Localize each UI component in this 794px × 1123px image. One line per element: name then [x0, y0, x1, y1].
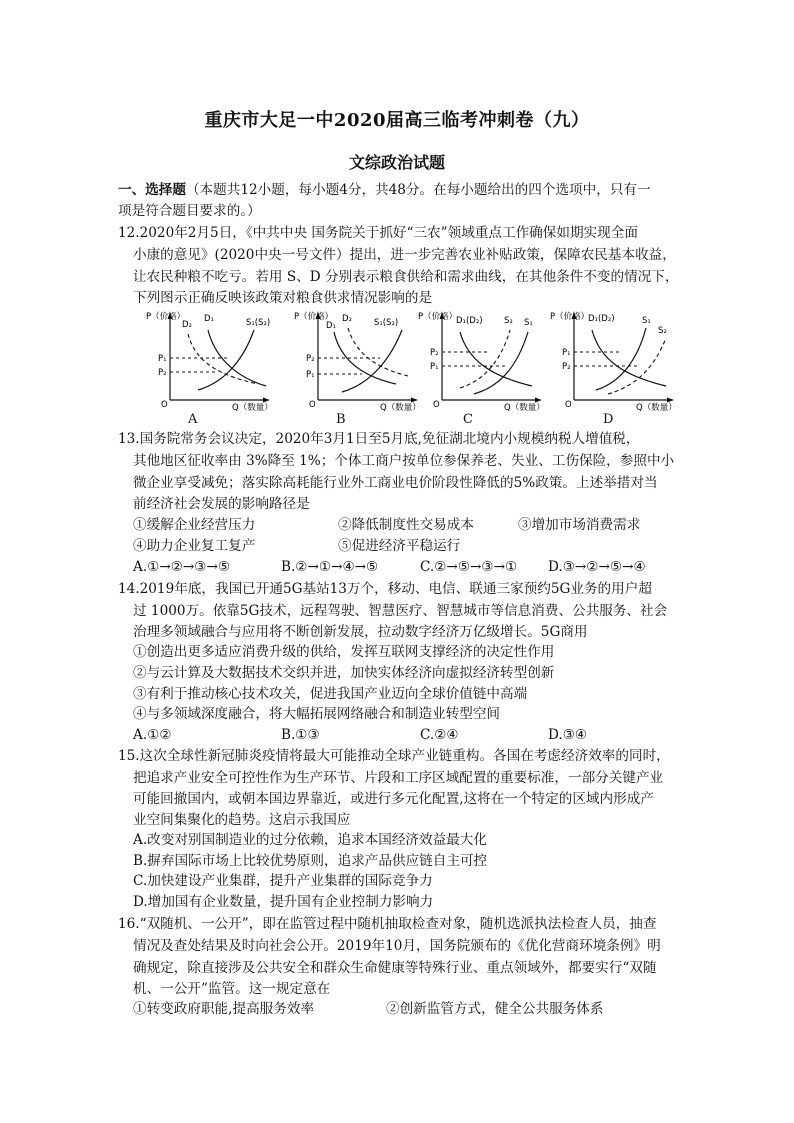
supply-demand-graph-d	[550, 306, 682, 413]
curve-label: D₁	[326, 321, 336, 331]
y-axis-label: P（价格）	[294, 312, 334, 322]
q15-option-a: A.改变对别国制造业的过分依赖，追求本国经济效益最大化	[133, 832, 487, 848]
graph-label-a: A	[188, 412, 198, 427]
q14-line: 治理多领域融合与应用将不断创新发展，拉动数字经济万亿级增长。5G商用	[133, 624, 588, 640]
q14-item: ④与多领域深度融合，将大幅拓展网络融合和制造业转型空间	[133, 706, 501, 722]
q13-option-b: B.②→①→④→⑤	[281, 559, 379, 575]
graph-label-c: C	[463, 412, 473, 427]
x-axis-label: Q（数量）	[232, 403, 273, 413]
q13-option-d: D.③→②→⑤→④	[548, 559, 646, 575]
price-label: P₂	[562, 362, 571, 372]
curve-label: D₁	[204, 314, 214, 324]
q14-option-b: B.①③	[281, 727, 320, 743]
curve-label: S₂	[504, 316, 513, 326]
q13-item: ⑤促进经济平稳运行	[338, 538, 461, 554]
q14-item: ①创造出更多适应消费升级的供给，发挥互联网支撑经济的决定性作用	[133, 644, 555, 660]
q14-item: ③有利于推动核心技术攻关，促进我国产业迈向全球价值链中高端	[133, 686, 528, 702]
x-axis-label: Q（数量）	[380, 403, 421, 413]
q14-option-c: C.②④	[420, 727, 459, 743]
page-subtitle: 文综政治试题	[348, 153, 445, 172]
q16-line: 确规定，除直接涉及公共安全和群众生命健康等特殊行业、重点领域外，都要实行“双随	[133, 960, 657, 976]
x-axis-label: Q（数量）	[636, 403, 677, 413]
q13-item: ②降低制度性交易成本	[338, 517, 474, 533]
supply-demand-graph-c	[418, 306, 550, 413]
q15-line: 把追求产业安全可控性作为生产环节、片段和工序区域配置的重要标准，一部分关键产业	[133, 770, 664, 786]
q13-line: 前经济社会发展的影响路径是	[133, 496, 310, 512]
graph-label-d: D	[603, 412, 614, 427]
q14-option-d: D.③④	[548, 727, 588, 743]
q16-item: ①转变政府职能,提高服务效率	[133, 1001, 315, 1017]
q13-item: ③增加市场消费需求	[518, 517, 641, 533]
q14-line: 过 1000万。依靠5G技术，远程驾驶、智慧医疗、智慧城市等信息消费、公共服务、社会	[133, 603, 668, 619]
section-note-2: 项是符合题目要求的。）	[118, 203, 261, 219]
curve-label: S₁	[524, 318, 533, 328]
curve-label: S₁(S₂)	[246, 318, 271, 328]
price-label: P₁	[306, 370, 315, 380]
q13-line: 微企业享受减免；落实除高耗能行业外工商业电价阶段性降低的5%政策。上述举措对当	[133, 475, 658, 491]
supply-demand-graph-a	[146, 306, 278, 413]
page-title: 重庆市大足一中2020届高三临考冲刺卷（九）	[204, 110, 590, 131]
q12-line: 小康的意见》(2020中央一号文件）提出，进一步完善农业补贴政策，保障农民基本收益，	[133, 247, 676, 263]
origin-label: O	[309, 400, 316, 410]
curve-label: S₁	[642, 316, 651, 326]
graph-label-b: B	[336, 412, 346, 427]
price-label: P₁	[562, 348, 571, 358]
price-label: P₂	[306, 354, 315, 364]
curve-label: D₁(D₂)	[588, 314, 615, 324]
section-intro	[118, 180, 651, 200]
origin-label: O	[161, 400, 168, 410]
q15-line: 15.这次全球性新冠肺炎疫情将最大可能推动全球产业链重构。各国在考虑经济效率的同时，	[118, 748, 670, 764]
price-label: P₂	[430, 348, 439, 358]
q16-item: ②创新监管方式，健全公共服务体系	[386, 1001, 604, 1017]
curve-label: S₁(S₂)	[374, 318, 399, 328]
q16-line: 情况及查处结果及时向社会公开。2019年10月，国务院颁布的《优化营商环境条例》明	[133, 938, 661, 954]
origin-label: O	[565, 400, 572, 410]
q16-line: 16.“双随机、一公开”，即在监管过程中随机抽取检查对象，随机选派执法检查人员，抽查	[118, 916, 657, 932]
q12-line: 12.2020年2月5日，《中共中央 国务院关于抓好“三农”领域重点工作确保如期实现全面	[118, 225, 638, 241]
section-heading: 一、选择题	[118, 182, 186, 198]
section-note: （本题共12小题，每小题4分，共48分。在每小题给出的四个选项中，只有一	[185, 182, 651, 198]
y-axis-label: P（价格）	[418, 312, 458, 322]
q13-line: 其他地区征收率由 3%降至 1%；个体工商户按单位参保养老、失业、工伤保险，参照中小	[133, 453, 675, 469]
q14-item: ②与云计算及大数据技术交织并进，加快实体经济向虚拟经济转型创新	[133, 665, 555, 681]
q13-item: ④助力企业复工复产	[133, 538, 256, 554]
q15-option-c: C.加快建设产业集群，提升产业集群的国际竞争力	[133, 873, 433, 889]
price-label: P₁	[158, 354, 167, 364]
price-label: P₂	[158, 368, 167, 378]
curve-label: D₂	[342, 314, 352, 324]
q12-line: 下列图示正确反映该政策对粮食供求情况影响的是	[133, 290, 433, 306]
q13-option-c: C.②→⑤→③→①	[420, 559, 518, 575]
q15-option-b: B.摒弃国际市场上比较优势原则，追求产品供应链自主可控	[133, 853, 488, 869]
y-axis-label: P（价格）	[146, 312, 186, 322]
y-axis-label: P（价格）	[550, 312, 590, 322]
supply-demand-graph-b	[294, 306, 426, 413]
origin-label: O	[433, 400, 440, 410]
q15-line: 业空间集聚化的趋势。这启示我国应	[133, 812, 351, 828]
curve-label: S₂	[658, 326, 667, 336]
q13-line: 13.国务院常务会议决定，2020年3月1日至5月底,免征湖北境内小规模纳税人增值税，	[118, 431, 640, 447]
curve-label: D₁(D₂)	[456, 316, 483, 326]
x-axis-label: Q（数量）	[504, 403, 545, 413]
price-label: P₁	[430, 362, 439, 372]
q14-option-a: A.①②	[133, 727, 172, 743]
q12-line: 让农民种粮不吃亏。若用 S、D 分别表示粮食供给和需求曲线，在其他条件不变的情况下，	[133, 269, 679, 285]
q14-line: 14.2019年底，我国已开通5G基站13万个，移动、电信、联通三家预约5G业务的用户超	[118, 581, 652, 597]
curve-label: D₂	[182, 320, 192, 330]
q15-option-d: D.增加国有企业数量，提升国有企业控制力影响力	[133, 894, 434, 910]
q13-item: ①缓解企业经营压力	[133, 517, 256, 533]
q13-option-a: A.①→②→③→⑤	[133, 559, 231, 575]
q15-line: 可能回撤国内，或朝本国边界靠近，或进行多元化配置,这将在一个特定的区域内形成产	[133, 791, 654, 807]
q16-line: 机、一公开”监管。这一规定意在	[133, 981, 331, 997]
